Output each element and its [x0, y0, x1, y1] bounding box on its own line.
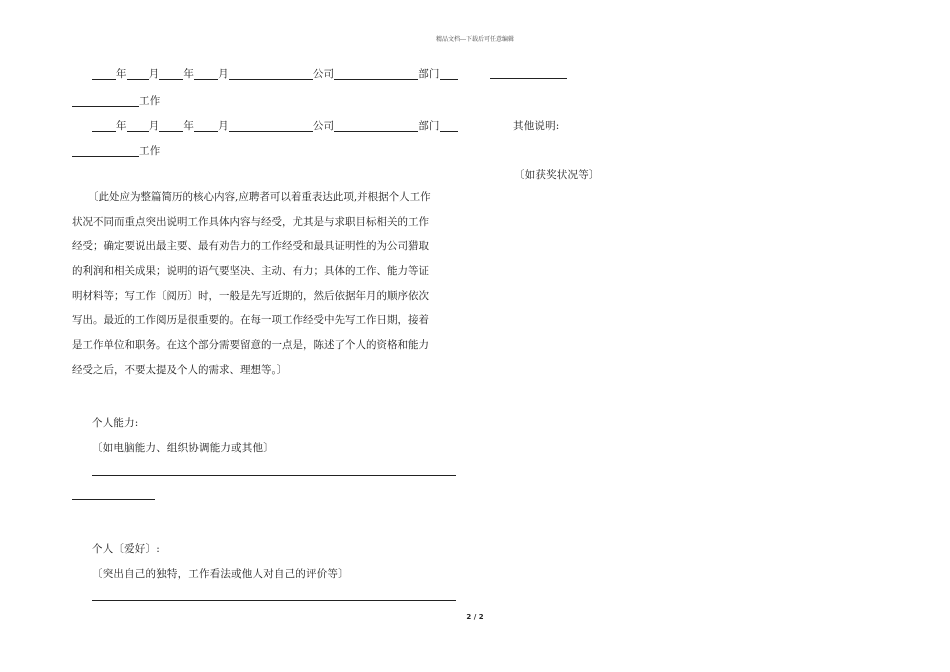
blank-field: [159, 68, 183, 80]
paragraph-line: 〔此处应为整篇简历的核心内容,应聘者可以着重表达此项,并根据个人工作: [88, 191, 431, 203]
ability-blank-line: [92, 475, 456, 476]
company-label: 公司: [312, 68, 335, 80]
month-label: 月: [148, 120, 160, 132]
year-label: 年: [183, 68, 195, 80]
blank-field: [229, 120, 313, 132]
blank-field: [334, 120, 418, 132]
year-label: 年: [116, 68, 127, 80]
paragraph-line: 写出。最近的工作阅历是很重要的。在每一项工作经受中先写工作日期，接着: [72, 314, 429, 327]
year-label: 年: [183, 120, 195, 132]
other-info-label: 其他说明:: [513, 120, 560, 132]
month-label: 月: [148, 68, 160, 80]
paragraph-line: 经受；确定要说出最主要、最有劝告力的工作经受和最具证明性的为公司猎取: [72, 240, 429, 253]
blank-field: [440, 68, 458, 80]
blank-field: [127, 120, 149, 132]
experience-paragraph: [72, 185, 472, 383]
paragraph-line: 明材料等；写工作〔阅历〕时，一般是先写近期的，然后依据年月的顺序依次: [72, 289, 429, 302]
blank-field: [92, 68, 116, 80]
work-line-1: [92, 66, 458, 81]
work-line-2-cont: [72, 143, 160, 158]
hobby-hint: 〔突出自己的独特，工作看法或他人对自己的评价等〕: [92, 568, 349, 580]
blank-field: [194, 68, 218, 80]
work-line-2: [92, 118, 458, 133]
hobby-label: 个人〔爱好〕:: [92, 543, 160, 555]
blank-field: [334, 68, 418, 80]
ability-hint: 〔如电脑能力、组织协调能力或其他〕: [92, 442, 274, 454]
work-label: 工作: [139, 95, 161, 107]
paragraph-line: 经受之后，不要太提及个人的需求、理想等。〕: [72, 363, 288, 376]
work-label: 工作: [139, 145, 161, 157]
blank-field: [127, 68, 149, 80]
paragraph-line: 是工作单位和职务。在这个部分需要留意的一点是，陈述了个人的资格和能力: [72, 339, 429, 352]
blank-field: [72, 95, 139, 107]
month-label: 月: [218, 120, 229, 132]
blank-field: [159, 120, 183, 132]
month-label: 月: [218, 68, 229, 80]
hobby-blank-line: [92, 600, 456, 601]
blank-field: [92, 120, 116, 132]
company-label: 公司: [312, 120, 335, 132]
work-line-1-cont: [72, 93, 160, 108]
year-label: 年: [116, 120, 127, 132]
blank-field: [440, 120, 458, 132]
department-label: 部门: [418, 68, 440, 80]
paragraph-line: 的利润和相关成果；说明的语气要坚决、主动、有力；具体的工作、能力等证: [72, 265, 429, 278]
other-info-hint: 〔如获奖状况等〕: [514, 169, 600, 181]
ability-blank-line-2: [72, 499, 155, 500]
blank-field: [194, 120, 218, 132]
paragraph-line: 状况不同而重点突出说明工作具体内容与经受，尤其是与求职目标相关的工作: [72, 215, 429, 228]
department-label: 部门: [418, 120, 440, 132]
blank-field: [229, 68, 313, 80]
page-number: 2 / 2: [466, 613, 484, 621]
page-header: 精品文档---下载后可任意编辑: [435, 36, 515, 43]
ability-label: 个人能力:: [92, 417, 139, 429]
right-column-blank-line: [490, 78, 567, 79]
blank-field: [72, 145, 139, 157]
